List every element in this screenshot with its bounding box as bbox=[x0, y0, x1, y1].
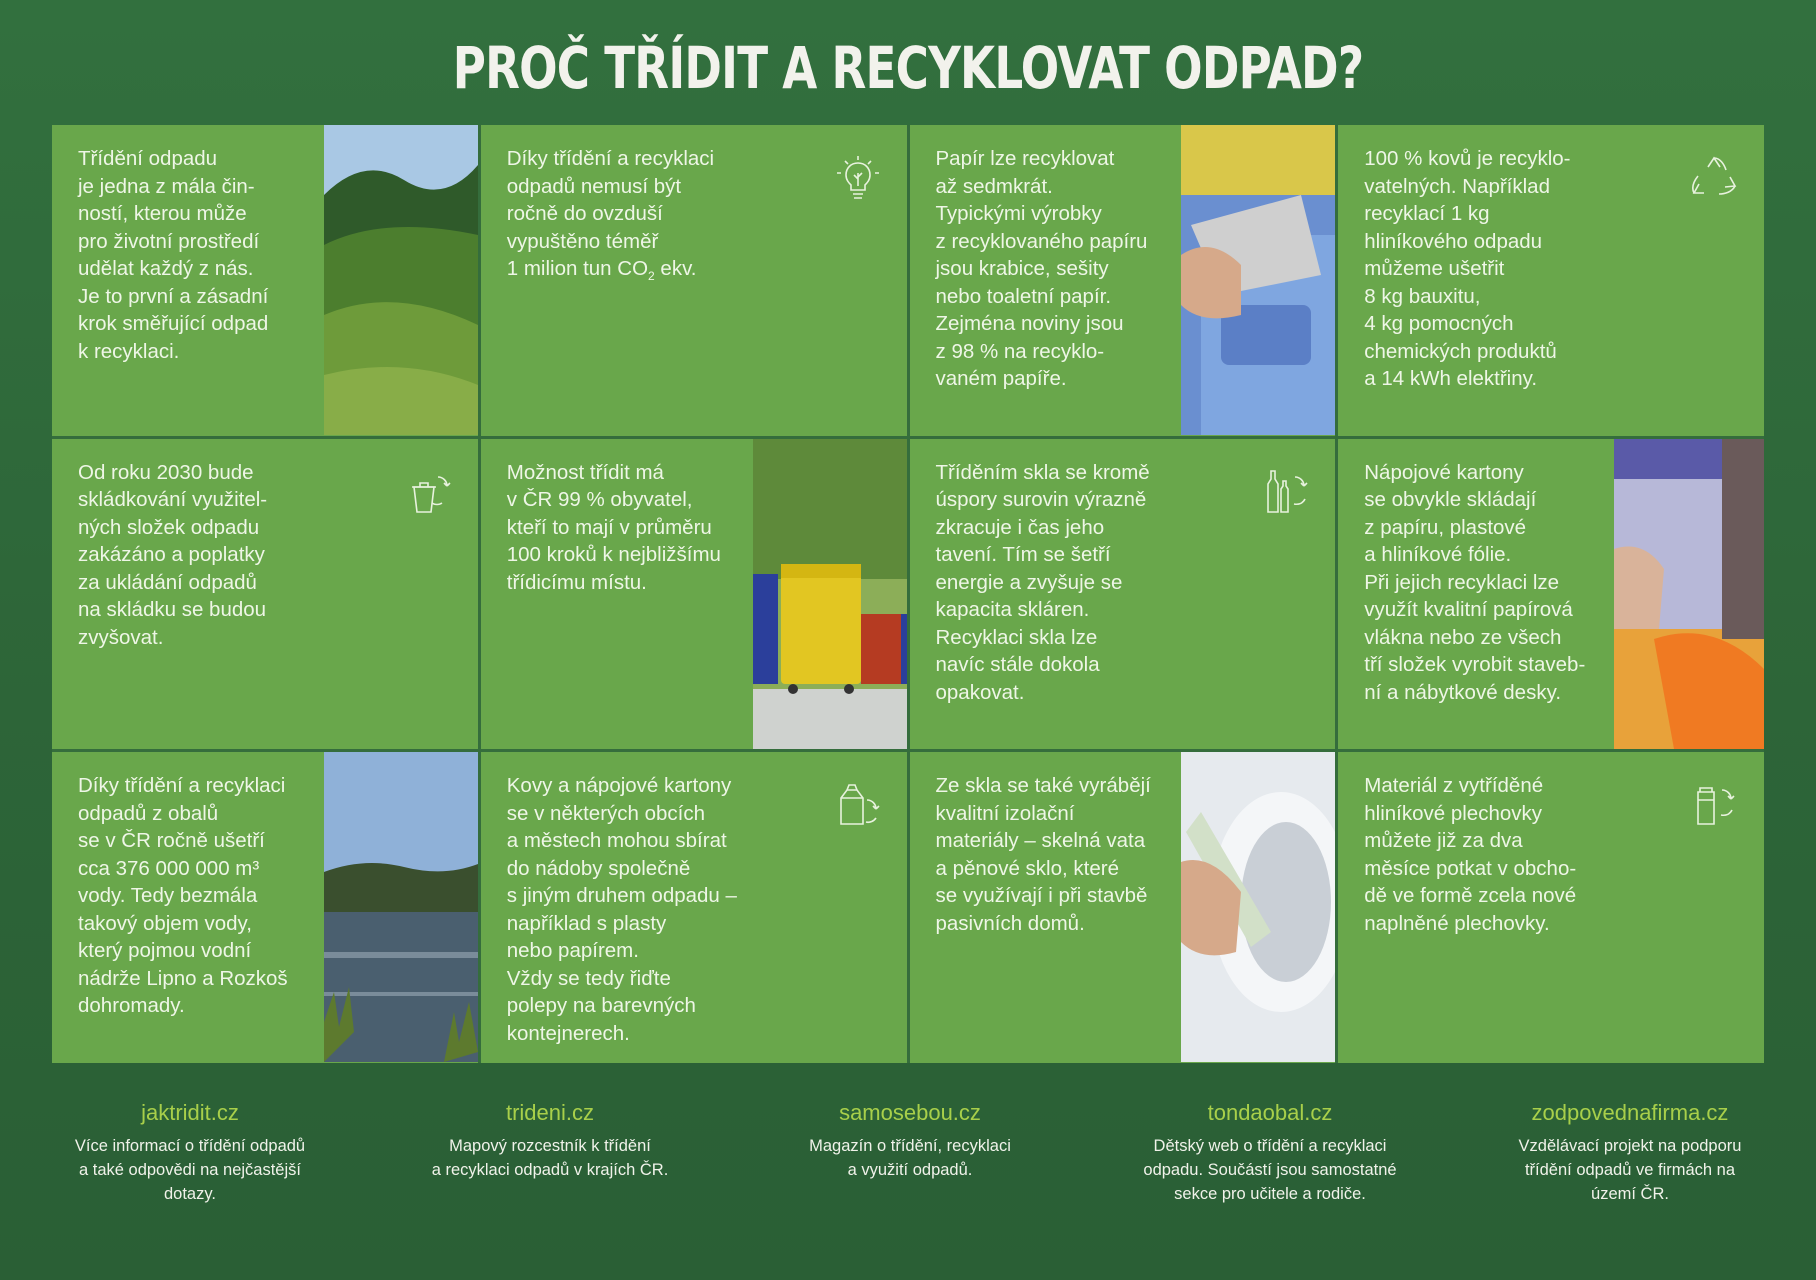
link-url[interactable]: zodpovednafirma.cz bbox=[1531, 1100, 1729, 1125]
milk-carton-photo bbox=[1614, 439, 1764, 750]
link-description: Magazín o třídění, recyklaci a využití odpadů. bbox=[809, 1137, 1011, 1179]
fact-tile-co2 bbox=[481, 125, 907, 436]
link-description: Vzdělávací projekt na podporu třídění odpadů ve firmách na území ČR. bbox=[1518, 1137, 1742, 1203]
fact-text: Možnost třídit má v ČR 99 % obyvatel, kteří to mají v průměru 100 kroků k nejbližšímu třídicímu místu. bbox=[506, 460, 721, 594]
lightbulb-leaf-icon bbox=[833, 153, 883, 203]
recycle-icon bbox=[1690, 153, 1740, 203]
link-tondaobal[interactable] bbox=[1120, 1100, 1420, 1250]
glass-bottle-into-bin-photo bbox=[1181, 752, 1335, 1063]
fact-text: Ze skla se také vyrábějí kvalitní izolační materiály – skelná vata a pěnové sklo, které se využívají i při stavbě pasivních domů. bbox=[935, 774, 1151, 935]
fact-tile-glass bbox=[910, 439, 1336, 750]
sorting-containers-photo bbox=[753, 439, 907, 750]
fact-tile-paper bbox=[910, 125, 1336, 436]
bottles-recycle-icon bbox=[1261, 467, 1311, 517]
fact-text: Od roku 2030 bude skládkování využitel- ných složek odpadu zakázáno a poplatky za ukládání odpadů na skládku se budou zvyšovat. bbox=[78, 460, 268, 649]
fact-text: Papír lze recyklovat až sedmkrát. Typickými výrobky z recyklovaného papíru jsou krabice, sešity nebo toaletní papír. Zejména noviny jsou z 98 % na recyklo- vaném papíře. bbox=[935, 147, 1148, 390]
fact-text: Třídění odpadu je jedna z mála čin- ností, kterou může pro životní prostředí udělat každý z nás. Je to první a zásadní krok směřující odpad k recyklaci. bbox=[78, 147, 269, 363]
fact-text: Kovy a nápojové kartony se v některých obcích a městech mohou sbírat do nádoby společně s jiným druhem odpadu – například s plasty nebo papírem. Vždy se tedy řiďte polepy na barevných kontejnerech. bbox=[506, 774, 737, 1045]
links-footer bbox=[40, 1100, 1780, 1250]
newspaper-into-blue-bin-photo bbox=[1181, 125, 1335, 436]
fact-tile-availability bbox=[481, 439, 907, 750]
link-jaktridit[interactable] bbox=[40, 1100, 340, 1250]
link-samosebou[interactable] bbox=[760, 1100, 1060, 1250]
fact-tile-insulation bbox=[910, 752, 1336, 1063]
link-description: Mapový rozcestník k třídění a recyklaci odpadů v krajích ČR. bbox=[431, 1137, 669, 1179]
lake-photo bbox=[324, 752, 478, 1063]
page-title: PROČ TŘÍDIT A RECYKLOVAT ODPAD? bbox=[452, 34, 1364, 102]
fact-tile-metals bbox=[1338, 125, 1764, 436]
fact-text: Díky třídění a recyklaci odpadů nemusí být ročně do ovzduší vypuštěno téměř 1 milion tun $CO_2$ ekv. bbox=[506, 147, 715, 284]
link-description: Více informací o třídění odpadů a také odpovědi na nejčastější dotazy. bbox=[74, 1137, 306, 1203]
fact-tile-mixed-collection bbox=[481, 752, 907, 1063]
fact-tile-cartons bbox=[1338, 439, 1764, 750]
fact-tile-cans bbox=[1338, 752, 1764, 1063]
fact-text: Tříděním skla se kromě úspory surovin výrazně zkracuje i čas jeho tavení. Tím se šetří energie a zvyšuje se kapacita skláren. Recyklaci skla lze navíc stále dokola opakovat. bbox=[935, 460, 1150, 704]
can-recycle-icon bbox=[1690, 780, 1740, 830]
forest-hillside-photo bbox=[324, 125, 478, 436]
facts-grid bbox=[52, 125, 1764, 1063]
carton-recycle-icon bbox=[833, 780, 883, 830]
link-url[interactable]: trideni.cz bbox=[505, 1100, 595, 1125]
link-url[interactable]: jaktridit.cz bbox=[141, 1100, 239, 1125]
fact-tile-water bbox=[52, 752, 478, 1063]
link-url[interactable]: tondaobal.cz bbox=[1207, 1100, 1333, 1125]
fact-text: 100 % kovů je recyklo- vatelných. Například recyklací 1 kg hliníkového odpadu můžeme ušetřit 8 kg bauxitu, 4 kg pomocných chemických produktů a 14 kWh elektřiny. bbox=[1364, 147, 1571, 390]
link-description: Dětský web o třídění a recyklaci odpadu. Součástí jsou samostatné sekce pro učitele a rodiče. bbox=[1143, 1137, 1397, 1203]
fact-tile-sorting bbox=[52, 125, 478, 436]
fact-tile-landfill bbox=[52, 439, 478, 750]
fact-text: Nápojové kartony se obvykle skládají z papíru, plastové a hliníkové fólie. Při jejich recyklaci lze využít kvalitní papírová vlákna nebo ze všech tří složek vyrobit staveb- ní a nábytkové desky. bbox=[1364, 460, 1586, 704]
link-url[interactable]: samosebou.cz bbox=[839, 1100, 981, 1125]
fact-text: Materiál z vytříděné hliníkové plechovky můžete již za dva měsíce potkat v obcho- dě ve formě zcela nové naplněné plechovky. bbox=[1364, 774, 1577, 935]
fact-text: Díky třídění a recyklaci odpadů z obalů se v ČR ročně ušetří cca 376 000 000 m³ vody. Tedy bezmála takový objem vody, který pojmou vodní nádrže Lipno a Rozkoš dohromady. bbox=[78, 774, 288, 1018]
link-trideni[interactable] bbox=[400, 1100, 700, 1250]
bin-recycle-icon bbox=[404, 467, 454, 517]
link-zodpovednafirma[interactable] bbox=[1480, 1100, 1780, 1250]
